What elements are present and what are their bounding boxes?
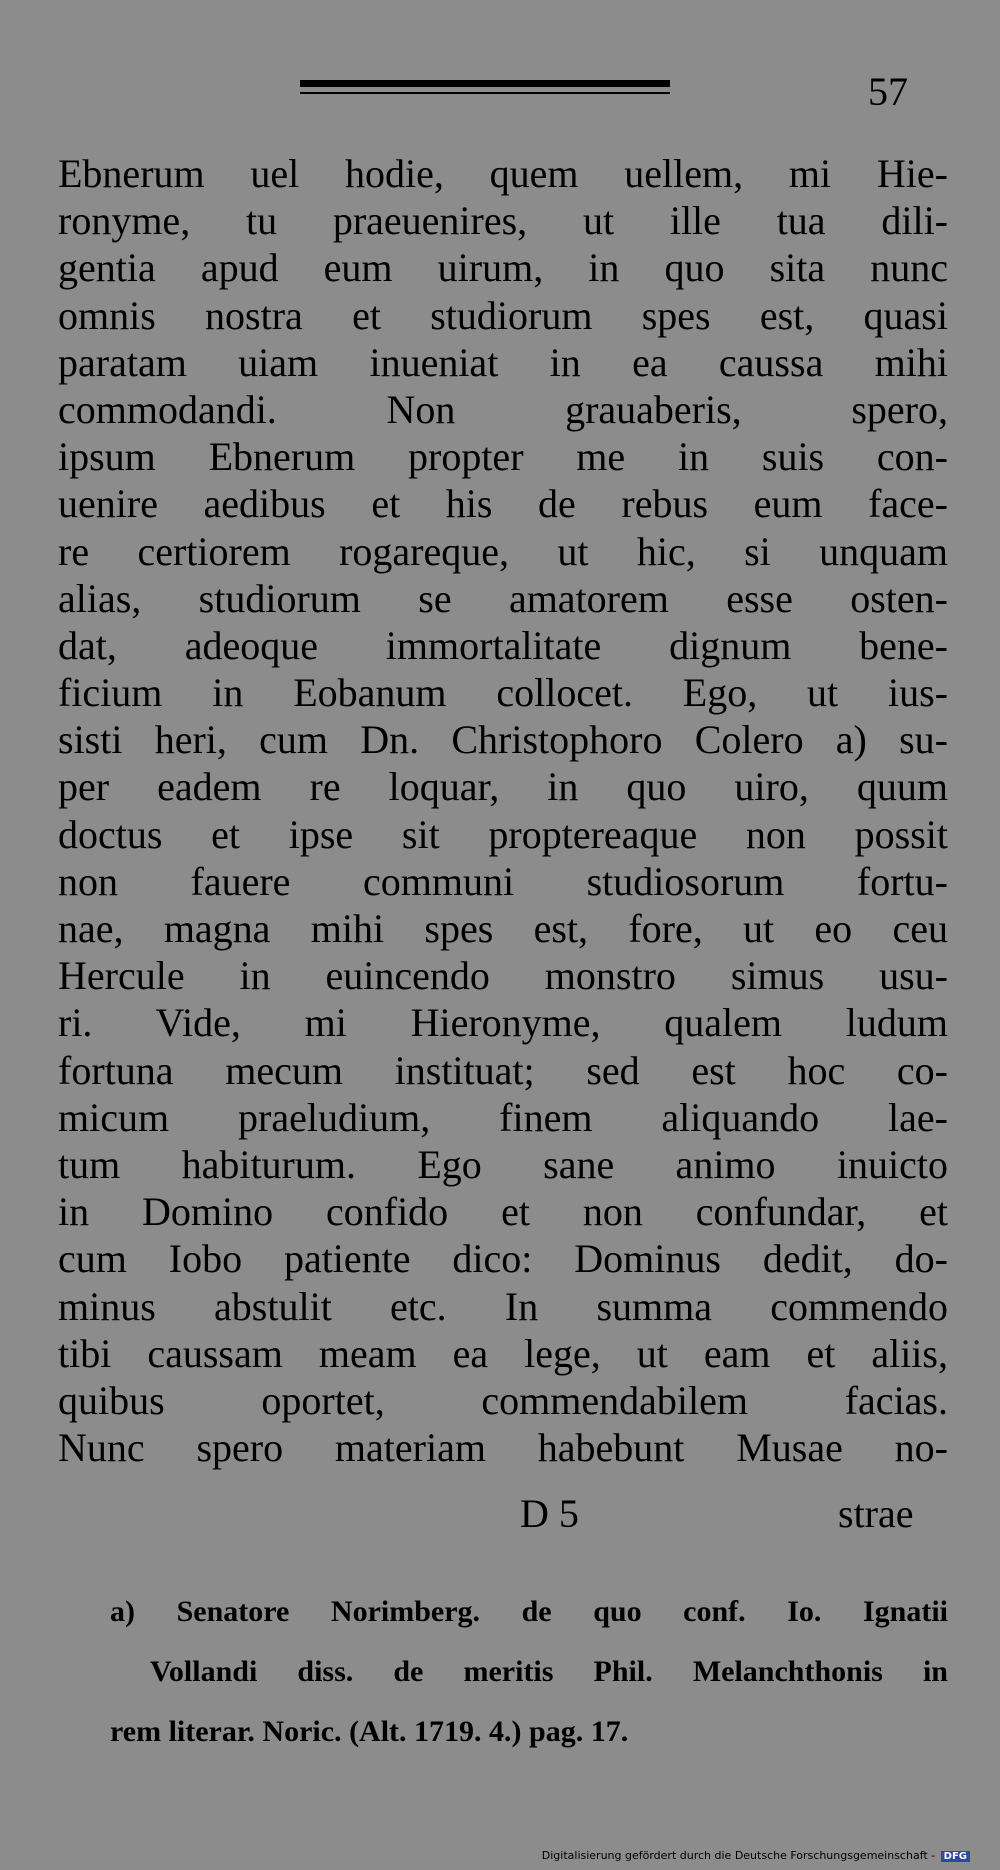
body-line: in Domino confido et non confundar, et <box>58 1189 948 1235</box>
page-number: 57 <box>868 69 908 114</box>
body-text <box>58 150 948 1471</box>
body-line: non fauere communi studiosorum fortu- <box>58 858 948 904</box>
footnote-line: a) Senatore Norimberg. de quo conf. Io. Ignatii <box>110 1595 948 1628</box>
body-line: ficium in Eobanum collocet. Ego, ut ius- <box>58 670 948 716</box>
body-line: cum Iobo patiente dico: Dominus dedit, do- <box>58 1236 948 1282</box>
body-line: alias, studiorum se amatorem esse osten- <box>58 575 948 621</box>
body-line: fortuna mecum instituat; sed est hoc co- <box>58 1047 948 1093</box>
catchword: strae <box>838 1491 914 1536</box>
body-line: gentia apud eum uirum, in quo sita nunc <box>58 245 948 291</box>
body-line: Ebnerum uel hodie, quem uellem, mi Hie- <box>58 151 948 196</box>
body-line: Hercule in euincendo monstro simus usu- <box>58 953 948 999</box>
body-line: nae, magna mihi spes est, fore, ut eo ceu <box>58 906 948 951</box>
footnote <box>110 1582 948 1762</box>
body-line: uenire aedibus et his de rebus eum face- <box>58 481 948 527</box>
credit-text: Digitalisierung gefördert durch die Deutsche Forschungsgemeinschaft - <box>541 1849 936 1862</box>
body-line: minus abstulit etc. In summa commendo <box>58 1283 948 1329</box>
body-line: doctus et ipse sit proptereaque non possit <box>58 811 948 857</box>
body-line: paratam uiam inueniat in ea caussa mihi <box>58 339 948 385</box>
body-line: tum habiturum. Ego sane animo inuicto <box>58 1141 948 1187</box>
signature-mark: D 5 <box>520 1491 579 1536</box>
body-line: sisti heri, cum Dn. Christophoro Colero a) su- <box>58 717 948 763</box>
header-rule-thin <box>300 92 670 94</box>
header-rule <box>300 80 670 87</box>
body-line: commodandi. Non grauaberis, spero, <box>58 386 948 432</box>
body-line: Nunc spero materiam habebunt Musae no- <box>58 1425 948 1471</box>
body-line: micum praeludium, finem aliquando lae- <box>58 1094 948 1140</box>
body-line: per eadem re loquar, in quo uiro, quum <box>58 764 948 810</box>
body-line: quibus oportet, commendabilem facias. <box>58 1377 948 1423</box>
footnote-line: Vollandi diss. de meritis Phil. Melanchthonis in <box>150 1655 948 1688</box>
digitization-credit <box>542 1849 970 1862</box>
body-line: dat, adeoque immortalitate dignum bene- <box>58 622 948 668</box>
body-line: omnis nostra et studiorum spes est, quasi <box>58 292 948 338</box>
body-line: ronyme, tu praeuenires, ut ille tua dili- <box>58 198 948 244</box>
body-line: ipsum Ebnerum propter me in suis con- <box>58 434 948 480</box>
footnote-line: rem literar. Noric. (Alt. 1719. 4.) pag. 17. <box>110 1715 629 1748</box>
body-line: ri. Vide, mi Hieronyme, qualem ludum <box>58 1000 948 1046</box>
dfg-logo: DFG <box>941 1851 970 1862</box>
body-line: tibi caussam meam ea lege, ut eam et aliis, <box>58 1330 948 1376</box>
body-line: re certiorem rogareque, ut hic, si unquam <box>58 528 948 574</box>
